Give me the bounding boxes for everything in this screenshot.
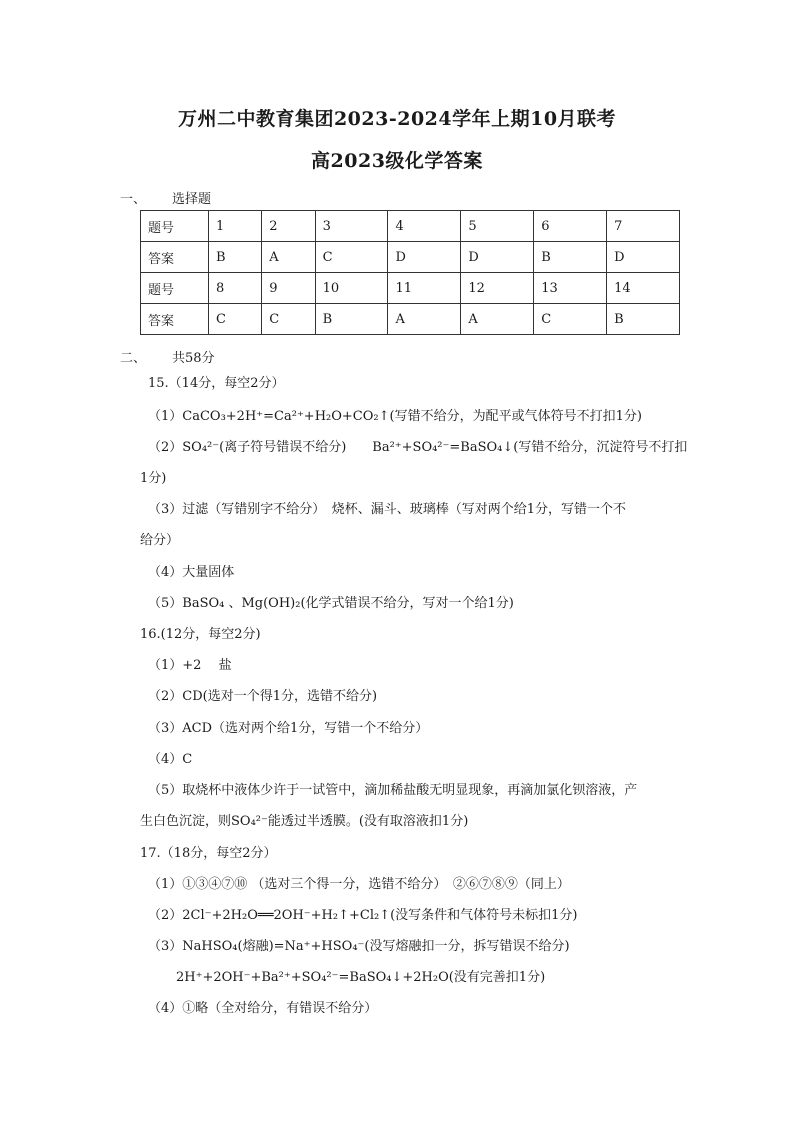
q15-part3: （3）过滤（写错别字不给分） 烧杯、漏斗、玻璃棒（写对两个给1分，写错一个不 xyxy=(148,502,627,517)
q17-part3-cont: 2H⁺+2OH⁻+Ba²⁺+SO₄²⁻=BaSO₄↓+2H₂O(没有完善扣1分) xyxy=(176,970,546,985)
table-row-header: 答案 xyxy=(141,242,209,273)
table-cell: 11 xyxy=(388,273,461,304)
table-row-header: 答案 xyxy=(141,304,209,335)
q15-header: 15.（14分，每空2分） xyxy=(148,376,285,391)
section-free-response xyxy=(120,347,215,366)
q17-part4: （4）①略（全对给分，有错误不给分） xyxy=(148,1001,378,1016)
table-cell: A xyxy=(388,304,461,335)
table-cell: 4 xyxy=(388,211,461,242)
table-cell: 2 xyxy=(262,211,315,242)
table-cell: B xyxy=(534,242,607,273)
q15-part2-cont: 1分) xyxy=(140,471,167,486)
table-row xyxy=(141,304,680,335)
table-cell: C xyxy=(315,242,388,273)
q16-part3: （3）ACD（选对两个给1分，写错一个不给分） xyxy=(148,721,429,736)
document-title: 万州二中教育集团2023-2024学年上期10月联考 xyxy=(177,108,617,130)
table-cell: 13 xyxy=(534,273,607,304)
q16-part1: （1）+2 盐 xyxy=(148,658,232,673)
q16-header: 16.(12分，每空2分) xyxy=(140,627,261,642)
section-label: 共58分 xyxy=(172,351,215,366)
table-cell: 5 xyxy=(461,211,534,242)
table-row xyxy=(141,242,680,273)
table-row xyxy=(141,273,680,304)
table-cell: C xyxy=(209,304,262,335)
q17-header: 17.（18分，每空2分） xyxy=(140,846,277,861)
section-label: 选择题 xyxy=(172,192,212,207)
table-cell: 6 xyxy=(534,211,607,242)
table-cell: 9 xyxy=(262,273,315,304)
table-cell: 7 xyxy=(607,211,680,242)
q15-part4: （4）大量固体 xyxy=(148,565,235,580)
table-cell: B xyxy=(315,304,388,335)
section-number: 二、 xyxy=(120,351,147,366)
section-multiple-choice xyxy=(120,188,211,207)
table-row xyxy=(141,211,680,242)
table-cell: 8 xyxy=(209,273,262,304)
table-cell: D xyxy=(607,242,680,273)
table-row-header: 题号 xyxy=(141,211,209,242)
table-cell: D xyxy=(461,242,534,273)
table-row-header: 题号 xyxy=(141,273,209,304)
section-number: 一、 xyxy=(120,192,147,207)
q16-part5: （5）取烧杯中液体少许于一试管中，滴加稀盐酸无明显现象，再滴加氯化钡溶液，产 xyxy=(148,783,638,798)
table-cell: D xyxy=(388,242,461,273)
q16-part4: （4）C xyxy=(148,752,193,767)
table-cell: A xyxy=(461,304,534,335)
q16-part5-cont: 生白色沉淀，则SO₄²⁻能透过半透膜。(没有取溶液扣1分) xyxy=(140,814,469,829)
table-cell: A xyxy=(262,242,315,273)
q17-part2: （2）2Cl⁻+2H₂O══2OH⁻+H₂↑+Cl₂↑(没写条件和气体符号未标扣1分) xyxy=(148,908,578,923)
q15-part5: （5）BaSO₄ 、Mg(OH)₂(化学式错误不给分，写对一个给1分) xyxy=(148,596,514,611)
q16-part2: （2）CD(选对一个得1分，选错不给分) xyxy=(148,689,378,704)
answer-table xyxy=(140,210,680,335)
table-cell: 3 xyxy=(315,211,388,242)
table-cell: C xyxy=(534,304,607,335)
table-cell: C xyxy=(262,304,315,335)
table-cell: 10 xyxy=(315,273,388,304)
q17-part1: （1）①③④⑦⑩ （选对三个得一分，选错不给分） ②⑥⑦⑧⑨（同上） xyxy=(148,877,570,892)
q17-part3: （3）NaHSO₄(熔融)=Na⁺+HSO₄⁻(没写熔融扣一分，拆写错误不给分) xyxy=(148,939,570,954)
document-subtitle: 高2023级化学答案 xyxy=(311,150,483,172)
table-cell: 12 xyxy=(461,273,534,304)
table-cell: B xyxy=(607,304,680,335)
q15-part3-cont: 给分） xyxy=(140,533,180,548)
table-cell: 14 xyxy=(607,273,680,304)
table-cell: 1 xyxy=(209,211,262,242)
q15-part1: （1）CaCO₃+2H⁺=Ca²⁺+H₂O+CO₂↑(写错不给分，为配平或气体符号不打扣1分) xyxy=(148,409,642,424)
q15-part2: （2）SO₄²⁻(离子符号错误不给分) Ba²⁺+SO₄²⁻=BaSO₄↓(写错不给分，沉淀符号不打扣 xyxy=(148,440,688,455)
table-cell: B xyxy=(209,242,262,273)
